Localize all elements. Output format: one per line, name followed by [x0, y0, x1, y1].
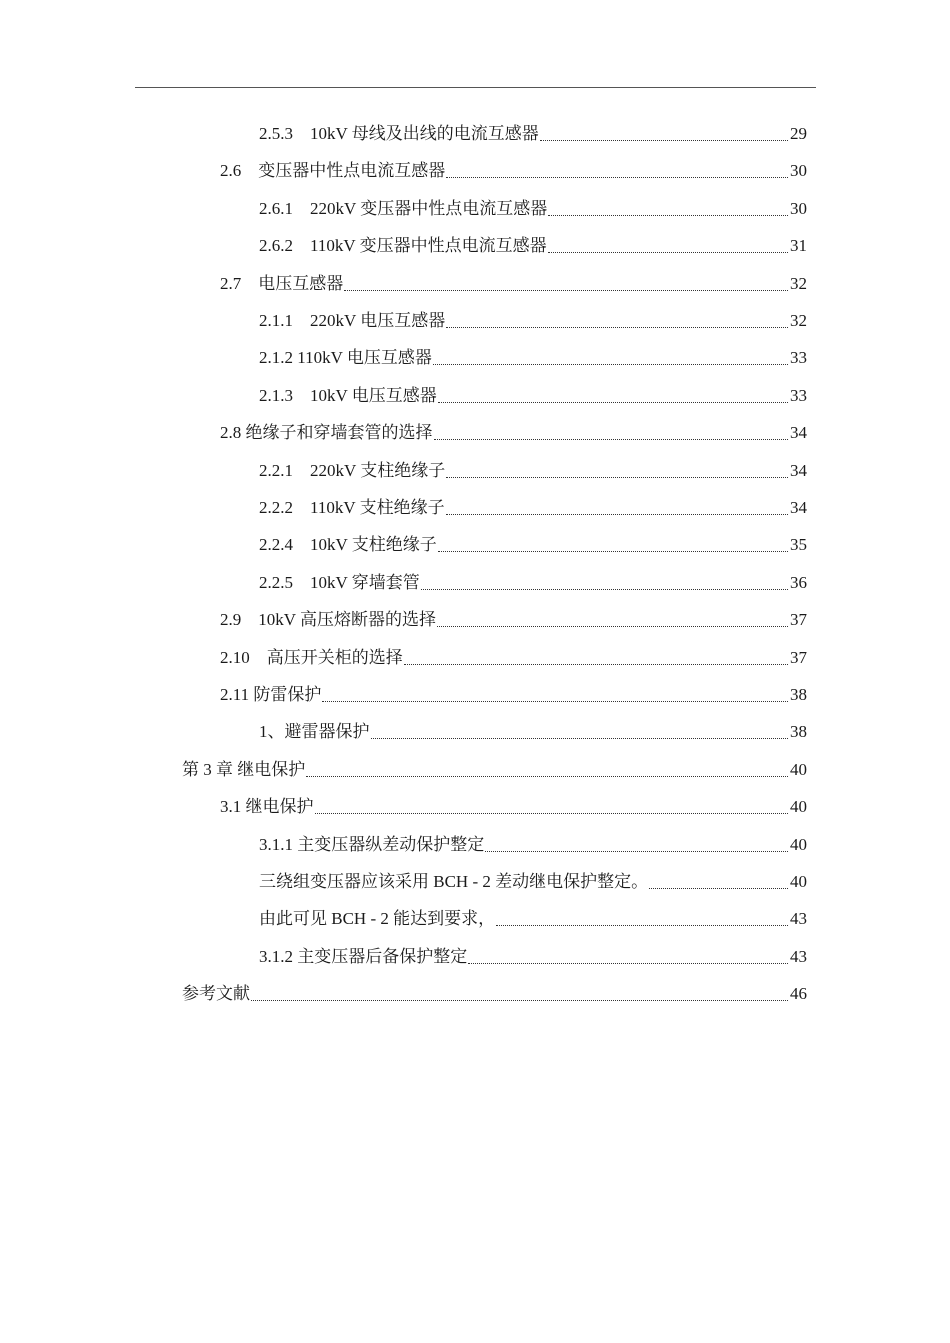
toc-entry — [259, 377, 807, 414]
toc-dot-leader — [437, 601, 788, 638]
toc-entry — [259, 900, 807, 937]
toc-dot-leader — [344, 265, 788, 302]
toc-entry-title: 2.6.2 110kV 变压器中性点电流互感器 — [259, 236, 547, 256]
toc-dot-leader — [251, 975, 788, 1012]
toc-entry-page-number: 30 — [790, 161, 807, 181]
toc-entry-title: 3.1.2 主变压器后备保护整定 — [259, 946, 468, 966]
toc-entry — [220, 788, 807, 825]
toc-entry — [259, 339, 807, 376]
toc-entry-page-number: 33 — [790, 348, 807, 368]
toc-entry — [220, 152, 807, 189]
toc-entry-title: 1、避雷器保护 — [259, 722, 370, 742]
toc-entry-title: 三绕组变压器应该采用 BCH - 2 差动继电保护整定。 — [259, 872, 649, 891]
toc-entry-title: 2.9 10kV 高压熔断器的选择 — [220, 610, 436, 630]
toc-dot-leader — [404, 639, 788, 676]
header-rule — [135, 87, 816, 88]
toc-dot-leader — [315, 788, 789, 825]
toc-entry-page-number: 34 — [790, 423, 807, 443]
toc-entry-title: 2.2.4 10kV 支柱绝缘子 — [259, 535, 437, 555]
toc-entry — [259, 564, 807, 601]
toc-entry-page-number: 34 — [790, 460, 807, 480]
toc-entry-page-number: 36 — [790, 572, 807, 592]
toc-entry — [259, 938, 807, 975]
toc-entry-title: 第 3 章 继电保护 — [182, 759, 306, 779]
toc-entry-page-number: 33 — [790, 385, 807, 405]
toc-entry-title: 2.6 变压器中性点电流互感器 — [220, 161, 446, 181]
toc-dot-leader — [322, 676, 788, 713]
toc-entry — [259, 826, 807, 863]
toc-entry-page-number: 37 — [790, 647, 807, 667]
toc-entry-page-number: 43 — [790, 909, 807, 929]
toc-entry — [259, 452, 807, 489]
toc-entry-page-number: 40 — [790, 872, 807, 891]
toc-entry — [259, 713, 807, 750]
toc-entry-title: 参考文献 — [182, 984, 250, 1004]
toc-entry-title: 2.10 高压开关柜的选择 — [220, 647, 403, 667]
toc-entry — [259, 115, 807, 152]
toc-entry-page-number: 37 — [790, 610, 807, 630]
toc-entry-page-number: 40 — [790, 797, 807, 817]
toc-entry-page-number: 35 — [790, 535, 807, 555]
toc-entry-title: 由此可见 BCH - 2 能达到要求， — [259, 909, 496, 929]
toc-entry-title: 2.2.1 220kV 支柱绝缘子 — [259, 460, 446, 480]
toc-entry — [259, 863, 807, 900]
toc-entry — [259, 190, 807, 227]
toc-entry — [259, 227, 807, 264]
toc-entry-title: 2.5.3 10kV 母线及出线的电流互感器 — [259, 124, 539, 143]
toc-dot-leader — [446, 152, 788, 189]
toc-entry-page-number: 38 — [790, 722, 807, 742]
toc-dot-leader — [421, 564, 788, 601]
toc-entry — [220, 601, 807, 638]
toc-dot-leader — [438, 377, 788, 414]
toc-entry-page-number: 43 — [790, 946, 807, 966]
toc-entry — [259, 489, 807, 526]
toc-entry-page-number: 32 — [790, 311, 807, 330]
toc-entry — [220, 639, 807, 676]
toc-dot-leader — [306, 751, 788, 788]
toc-entry-page-number: 38 — [790, 685, 807, 704]
toc-entry-page-number: 32 — [790, 273, 807, 293]
toc-dot-leader — [496, 900, 788, 937]
toc-entry — [182, 975, 807, 1012]
toc-entry-page-number: 34 — [790, 498, 807, 517]
toc-dot-leader — [548, 190, 788, 227]
toc-entry-title: 2.1.1 220kV 电压互感器 — [259, 311, 446, 330]
toc-entry — [220, 265, 807, 302]
toc-dot-leader — [446, 452, 788, 489]
toc-dot-leader — [649, 863, 788, 900]
toc-entry-page-number: 46 — [790, 984, 807, 1004]
toc-entry — [259, 302, 807, 339]
toc-dot-leader — [434, 414, 789, 451]
toc-entry — [259, 526, 807, 563]
toc-dot-leader — [446, 302, 788, 339]
toc-entry-title: 2.7 电压互感器 — [220, 273, 344, 293]
toc-entry-title: 2.1.2 110kV 电压互感器 — [259, 348, 432, 368]
toc-entry-page-number: 30 — [790, 198, 807, 218]
toc-dot-leader — [446, 489, 788, 526]
toc-dot-leader — [468, 938, 788, 975]
toc-entry — [220, 414, 807, 451]
toc-dot-leader — [548, 227, 788, 264]
toc-entry-page-number: 40 — [790, 759, 807, 779]
toc-entry-title: 3.1 继电保护 — [220, 797, 314, 817]
toc-entry-title: 2.1.3 10kV 电压互感器 — [259, 385, 437, 405]
toc-dot-leader — [371, 713, 789, 750]
toc-dot-leader — [540, 115, 788, 152]
toc-entry — [182, 751, 807, 788]
toc-entry-page-number: 29 — [790, 124, 807, 143]
toc-entry-title: 2.6.1 220kV 变压器中性点电流互感器 — [259, 198, 548, 218]
toc-entry-title: 2.8 绝缘子和穿墙套管的选择 — [220, 423, 433, 443]
toc-entry — [220, 676, 807, 713]
toc-entry-title: 3.1.1 主变压器纵差动保护整定 — [259, 834, 485, 854]
toc-dot-leader — [438, 526, 788, 563]
toc-entry-title: 2.11 防雷保护 — [220, 685, 322, 704]
toc-entry-page-number: 31 — [790, 236, 807, 256]
toc-dot-leader — [485, 826, 788, 863]
toc-entry-title: 2.2.5 10kV 穿墙套管 — [259, 572, 420, 592]
toc-dot-leader — [433, 339, 788, 376]
toc-entry-page-number: 40 — [790, 834, 807, 854]
toc-entry-title: 2.2.2 110kV 支柱绝缘子 — [259, 498, 445, 517]
